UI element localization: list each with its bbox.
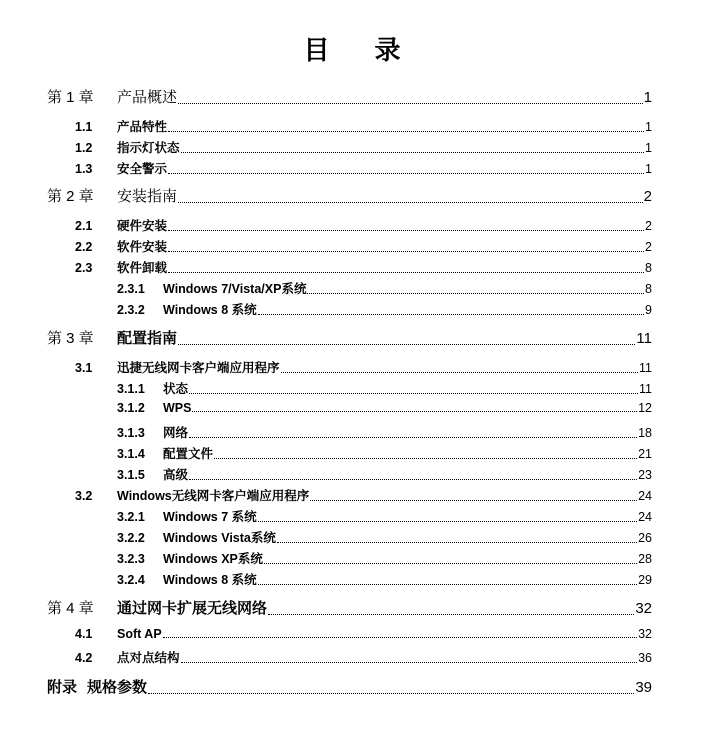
toc-entry-page: 11 xyxy=(636,330,652,347)
dot-leader xyxy=(168,173,644,174)
dot-leader xyxy=(168,251,644,252)
toc-entry-number: 3.1.1 xyxy=(117,382,145,396)
toc-entry-title: Soft AP xyxy=(117,627,162,641)
toc-entry-page: 2 xyxy=(643,188,652,205)
toc-entry-number: 2.3.1 xyxy=(117,282,145,296)
toc-entry-number: 3.1.4 xyxy=(117,447,145,461)
toc-chapter-4[interactable] xyxy=(47,597,652,618)
toc-entry-number: 3.1.2 xyxy=(117,401,145,415)
toc-entry-page: 1 xyxy=(643,89,652,106)
toc-entry-page: 2 xyxy=(645,240,652,254)
toc-entry-title: 产品概述 xyxy=(117,89,178,106)
toc-entry-title: 指示灯状态 xyxy=(117,141,180,155)
toc-entry-number: 第 2 章 xyxy=(47,188,94,205)
toc-entry-number: 2.3.2 xyxy=(117,303,145,317)
toc-entry-number: 1.1 xyxy=(75,120,93,134)
toc-section-1-1[interactable] xyxy=(75,117,652,135)
toc-entry-title: 状态 xyxy=(163,382,189,396)
dot-leader xyxy=(178,103,643,104)
toc-entry-number: 2.1 xyxy=(75,219,93,233)
toc-entry-number: 3.2.4 xyxy=(117,573,145,587)
toc-entry-title: 点对点结构 xyxy=(117,651,180,665)
toc-section-4-2[interactable] xyxy=(75,648,652,666)
toc-entry-number: 3.1.5 xyxy=(117,468,145,482)
toc-entry-title: 高级 xyxy=(163,468,189,482)
toc-entry-page: 36 xyxy=(638,651,652,665)
toc-section-4-1[interactable] xyxy=(75,627,652,641)
toc-entry-page: 9 xyxy=(645,303,652,317)
toc-entry-title: 硬件安装 xyxy=(117,219,168,233)
dot-leader xyxy=(258,521,637,522)
toc-entry-title: Windows 8 系统 xyxy=(163,573,257,587)
toc-entry-title: Windows 7/Vista/XP系统 xyxy=(163,282,307,296)
toc-entry-page: 18 xyxy=(638,426,652,440)
toc-entry-page: 32 xyxy=(635,600,652,617)
toc-entry-page: 39 xyxy=(635,679,652,696)
toc-entry-number: 4.2 xyxy=(75,651,93,665)
dot-leader xyxy=(268,614,634,615)
dot-leader xyxy=(214,458,637,459)
dot-leader xyxy=(189,479,637,480)
toc-entry-number: 3.1.3 xyxy=(117,426,145,440)
toc-entry-title: 配置指南 xyxy=(117,330,178,347)
toc-subsection-2-3-1[interactable] xyxy=(117,279,652,297)
dot-leader xyxy=(189,437,637,438)
dot-leader xyxy=(148,693,634,694)
toc-section-1-2[interactable] xyxy=(75,138,652,156)
dot-leader xyxy=(168,230,644,231)
toc-subsection-3-1-3[interactable] xyxy=(117,423,652,441)
toc-entry-number: 附录 xyxy=(47,679,78,696)
dot-leader xyxy=(192,411,637,412)
toc-entry-page: 11 xyxy=(639,361,652,375)
toc-entry-page: 1 xyxy=(645,141,652,155)
toc-entry-number: 3.1 xyxy=(75,361,93,375)
toc-entry-number: 第 4 章 xyxy=(47,600,94,617)
toc-entry-page: 12 xyxy=(638,401,652,415)
toc-subsection-3-2-1[interactable] xyxy=(117,507,652,525)
dot-leader xyxy=(181,662,638,663)
toc-entry-number: 2.2 xyxy=(75,240,93,254)
toc-entry-title: Windows Vista系统 xyxy=(163,531,276,545)
toc-entry-page: 1 xyxy=(645,120,652,134)
toc-chapter-3[interactable] xyxy=(47,327,652,348)
toc-entry-page: 26 xyxy=(638,531,652,545)
toc-chapter-2[interactable] xyxy=(47,185,652,206)
toc-entry-page: 23 xyxy=(638,468,652,482)
toc-entry-number: 3.2.1 xyxy=(117,510,145,524)
toc-entry-title: 网络 xyxy=(163,426,189,440)
toc-subsection-3-1-1[interactable] xyxy=(117,379,652,397)
toc-entry-number: 第 3 章 xyxy=(47,330,94,347)
toc-subsection-3-1-2[interactable] xyxy=(117,401,652,415)
toc-section-2-2[interactable] xyxy=(75,237,652,255)
dot-leader xyxy=(163,637,637,638)
toc-entry-title: 配置文件 xyxy=(163,447,214,461)
dot-leader xyxy=(168,272,644,273)
dot-leader xyxy=(258,584,637,585)
page-title: 目 录 xyxy=(303,36,419,66)
toc-entry-page: 28 xyxy=(638,552,652,566)
toc-section-3-2[interactable] xyxy=(75,486,652,504)
toc-entry-title: 迅捷无线网卡客户端应用程序 xyxy=(117,361,280,375)
dot-leader xyxy=(168,131,644,132)
toc-entry-title: WPS xyxy=(163,401,192,415)
toc-entry-title: 软件安装 xyxy=(117,240,168,254)
toc-entry-page: 8 xyxy=(645,261,652,275)
toc-entry-page: 32 xyxy=(638,627,652,641)
dot-leader xyxy=(310,500,637,501)
toc-section-3-1[interactable] xyxy=(75,358,652,376)
toc-subsection-3-2-2[interactable] xyxy=(117,528,652,546)
toc-entry-page: 24 xyxy=(638,489,652,503)
dot-leader xyxy=(281,372,639,373)
toc-entry-title: 通过网卡扩展无线网络 xyxy=(117,600,268,617)
toc-entry-number: 1.3 xyxy=(75,162,93,176)
toc-entry-number: 3.2 xyxy=(75,489,93,503)
toc-appendix[interactable] xyxy=(47,676,652,697)
toc-entry-title: 规格参数 xyxy=(87,679,148,696)
dot-leader xyxy=(189,393,638,394)
toc-subsection-3-2-3[interactable] xyxy=(117,549,652,567)
toc-entry-page: 1 xyxy=(645,162,652,176)
toc-entry-title: Windows 8 系统 xyxy=(163,303,257,317)
toc-entry-page: 29 xyxy=(638,573,652,587)
toc-entry-page: 8 xyxy=(645,282,652,296)
toc-entry-page: 21 xyxy=(638,447,652,461)
toc-entry-title: 软件卸载 xyxy=(117,261,168,275)
toc-entry-page: 11 xyxy=(639,382,652,396)
toc-entry-page: 2 xyxy=(645,219,652,233)
dot-leader xyxy=(178,202,643,203)
dot-leader xyxy=(277,542,637,543)
toc-entry-title: 安全警示 xyxy=(117,162,168,176)
toc-entry-title: Windows 7 系统 xyxy=(163,510,257,524)
toc-entry-number: 1.2 xyxy=(75,141,93,155)
dot-leader xyxy=(181,152,645,153)
dot-leader xyxy=(258,314,644,315)
toc-section-2-3[interactable] xyxy=(75,258,652,276)
toc-entry-title: 安装指南 xyxy=(117,188,178,205)
toc-entry-number: 3.2.2 xyxy=(117,531,145,545)
toc-subsection-3-1-4[interactable] xyxy=(117,444,652,462)
toc-entry-number: 第 1 章 xyxy=(47,89,94,106)
toc-subsection-3-1-5[interactable] xyxy=(117,465,652,483)
toc-section-2-1[interactable] xyxy=(75,216,652,234)
toc-chapter-1[interactable] xyxy=(47,86,652,107)
toc-entry-title: Windows无线网卡客户端应用程序 xyxy=(117,489,310,503)
toc-entry-title: 产品特性 xyxy=(117,120,168,134)
toc-subsection-2-3-2[interactable] xyxy=(117,300,652,318)
dot-leader xyxy=(307,293,644,294)
dot-leader xyxy=(178,344,635,345)
toc-section-1-3[interactable] xyxy=(75,159,652,177)
toc-entry-page: 24 xyxy=(638,510,652,524)
dot-leader xyxy=(264,563,637,564)
toc-entry-title: Windows XP系统 xyxy=(163,552,263,566)
toc-entry-number: 3.2.3 xyxy=(117,552,145,566)
toc-subsection-3-2-4[interactable] xyxy=(117,570,652,588)
toc-entry-number: 4.1 xyxy=(75,627,93,641)
toc-entry-number: 2.3 xyxy=(75,261,93,275)
